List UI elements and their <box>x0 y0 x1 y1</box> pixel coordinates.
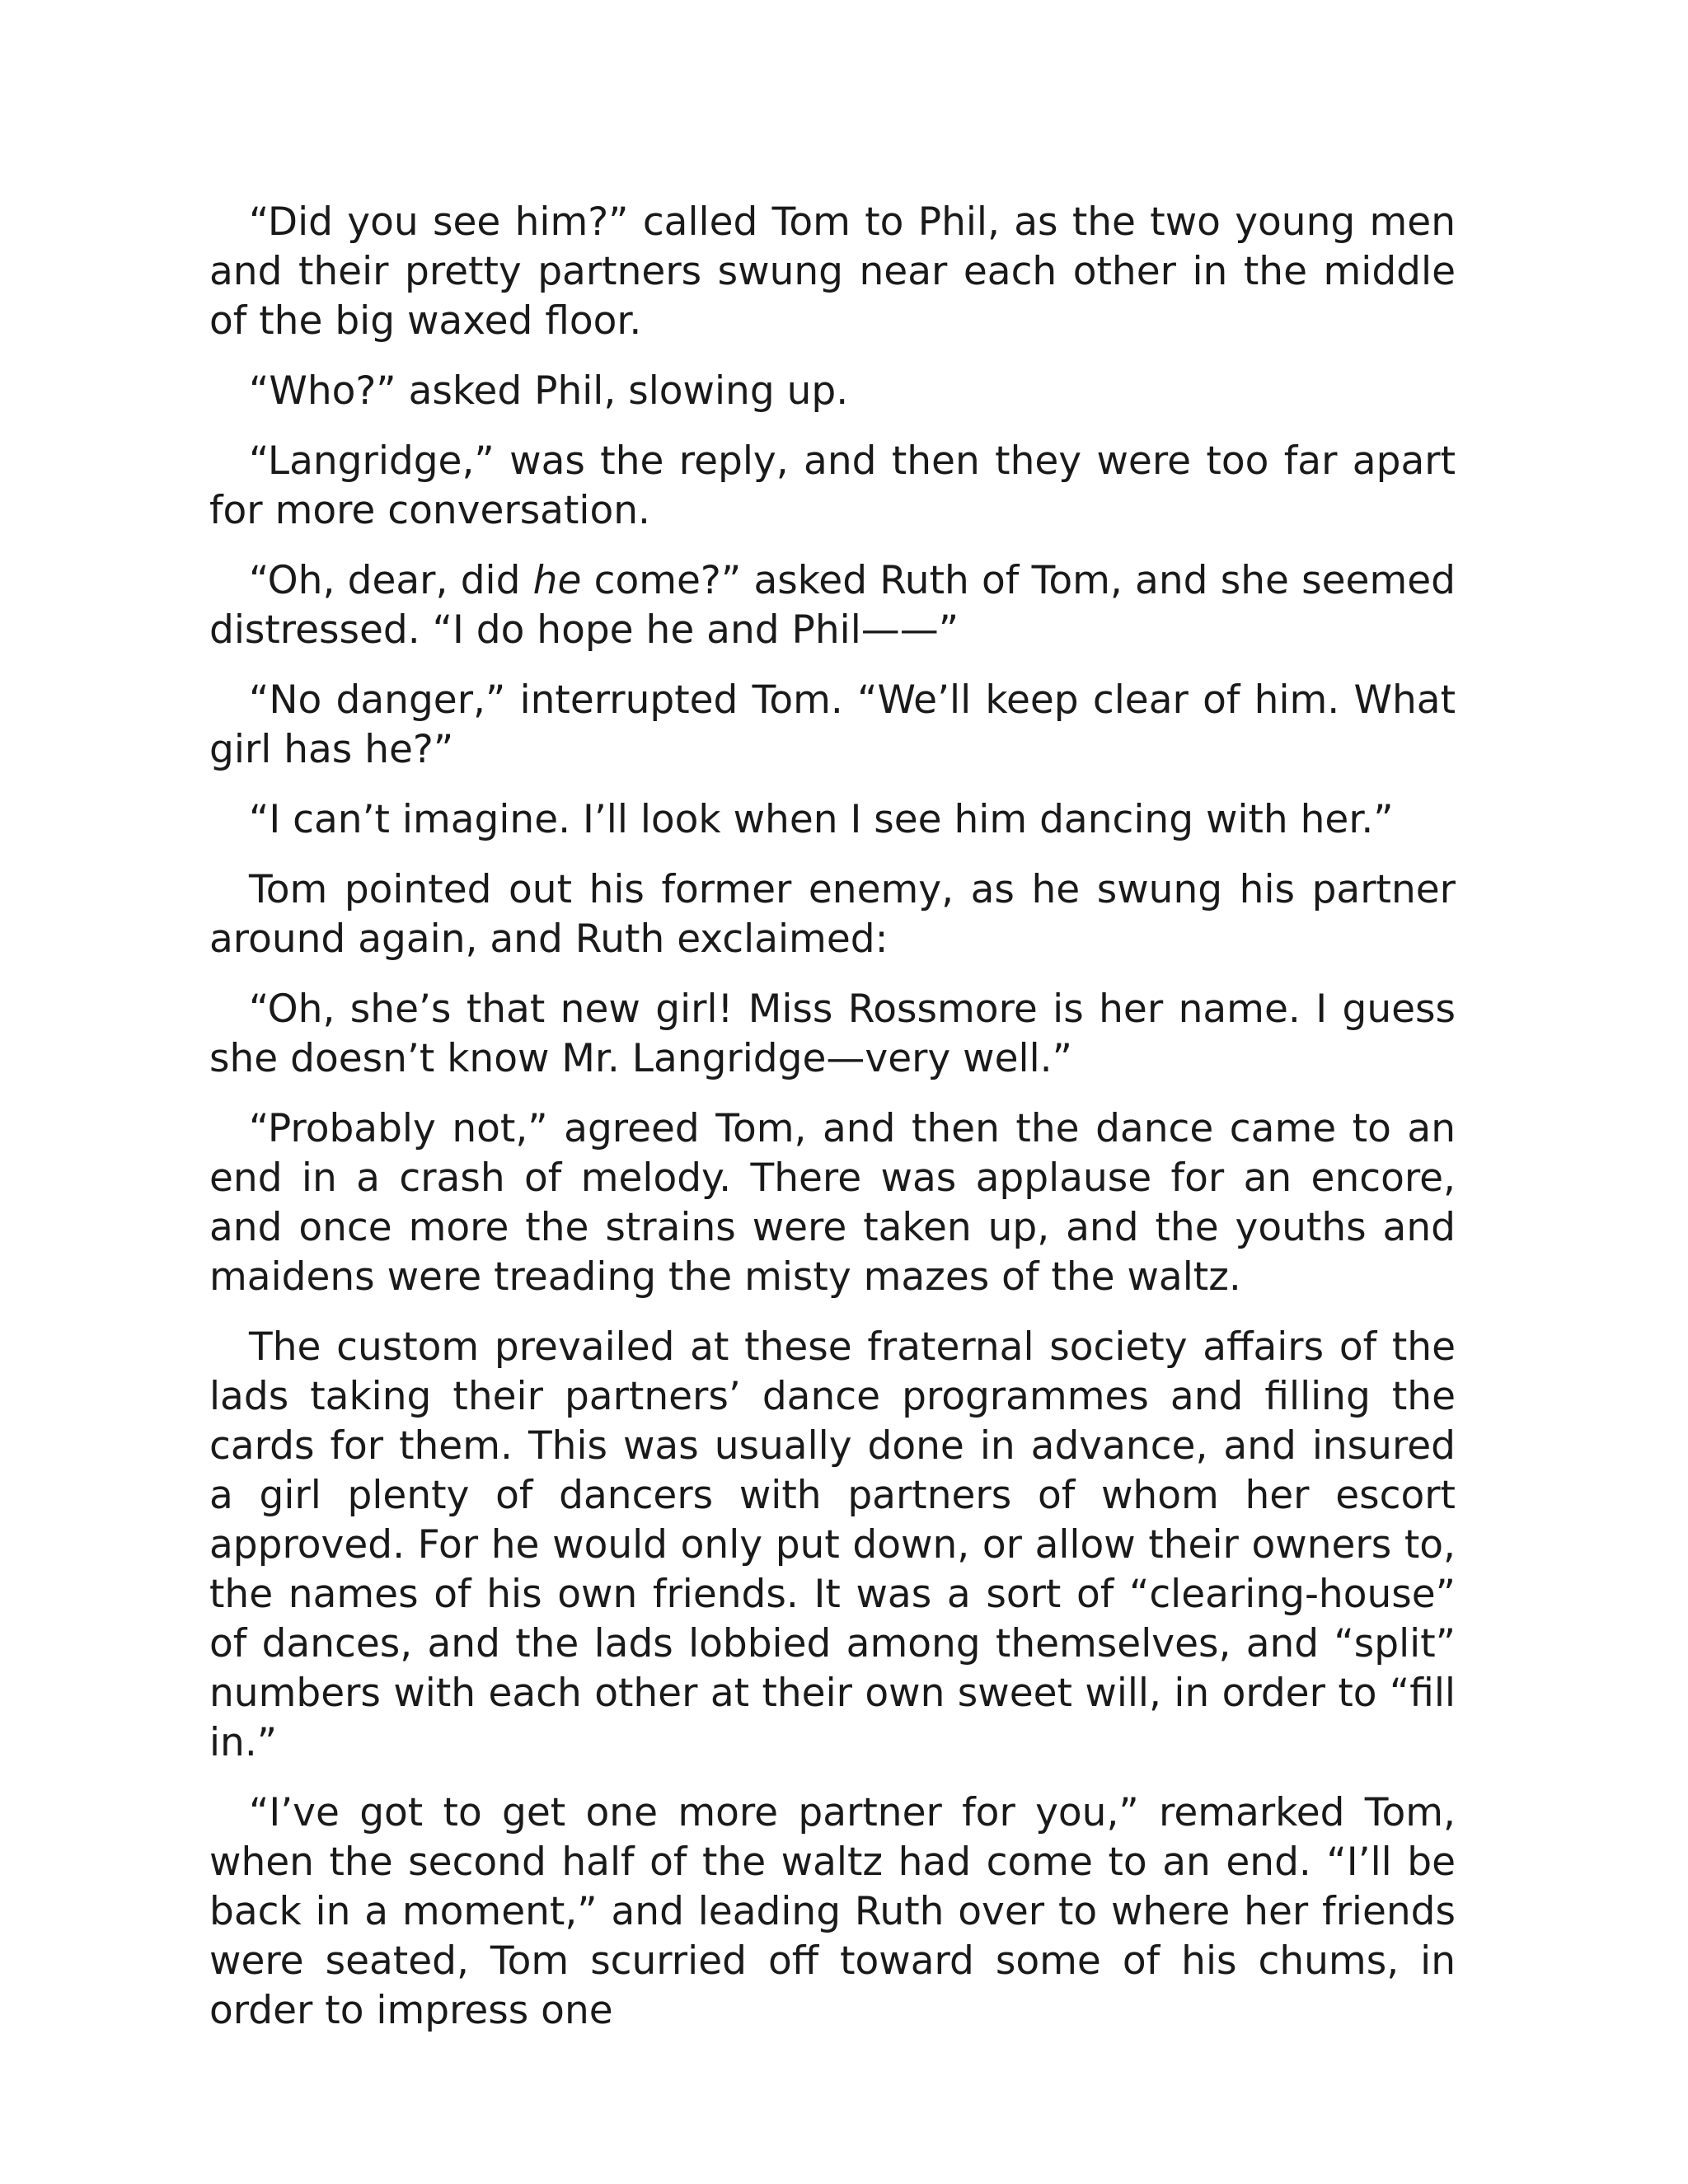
paragraph-5: “No danger,” interrupted Tom. “We’ll keep clear of him. What girl has he?” <box>209 677 1456 772</box>
paragraph-4 <box>209 556 1456 655</box>
paragraph-9: “Probably not,” agreed Tom, and then the dance came to an end in a crash of melody. There was applause for an encore, and once more the strains were taken up, and the youths and maidens were treading the misty mazes of the waltz. <box>209 1106 1456 1300</box>
paragraph-6: “I can’t imagine. I’ll look when I see him dancing with her.” <box>249 797 1394 842</box>
paragraph-10: The custom prevailed at these fraternal society affairs of the lads taking their partners’ dance programmes and filling the cards for them. This was usually done in advance, and insured a girl plenty of dancers with partners of whom her escort approved. For he would only put down, or allow their owners to, the names of his own friends. It was a sort of “clearing-house” of dances, and the lads lobbied among themselves, and “split” numbers with each other at their own sweet will, in order to “fill in.” <box>209 1324 1456 1765</box>
paragraph-11: “I’ve got to get one more partner for you,” remarked Tom, when the second half of the waltz had come to an end. “I’ll be back in a moment,” and leading Ruth over to where her friends were seated, Tom scurried off toward some of his chums, in order to impress one <box>209 1790 1456 2033</box>
paragraph-7: Tom pointed out his former enemy, as he swung his partner around again, and Ruth exclaimed: <box>209 867 1456 962</box>
italic-he: he <box>532 558 582 603</box>
paragraph-8: “Oh, she’s that new girl! Miss Rossmore is her name. I guess she doesn’t know Mr. Langridge—very well.” <box>209 987 1456 1081</box>
paragraph-4-before: “Oh, dear, did <box>249 558 533 603</box>
book-page <box>209 198 1456 2056</box>
paragraph-4-after: come?” asked Ruth of Tom, and she seemed distressed. “I do hope he and Phil——” <box>209 558 1456 653</box>
paragraph-3: “Langridge,” was the reply, and then they were too far apart for more conversation. <box>209 438 1456 533</box>
paragraph-1: “Did you see him?” called Tom to Phil, as the two young men and their pretty partners swung near each other in the middle of the big waxed floor. <box>209 199 1456 344</box>
paragraph-2: “Who?” asked Phil, slowing up. <box>249 368 849 414</box>
